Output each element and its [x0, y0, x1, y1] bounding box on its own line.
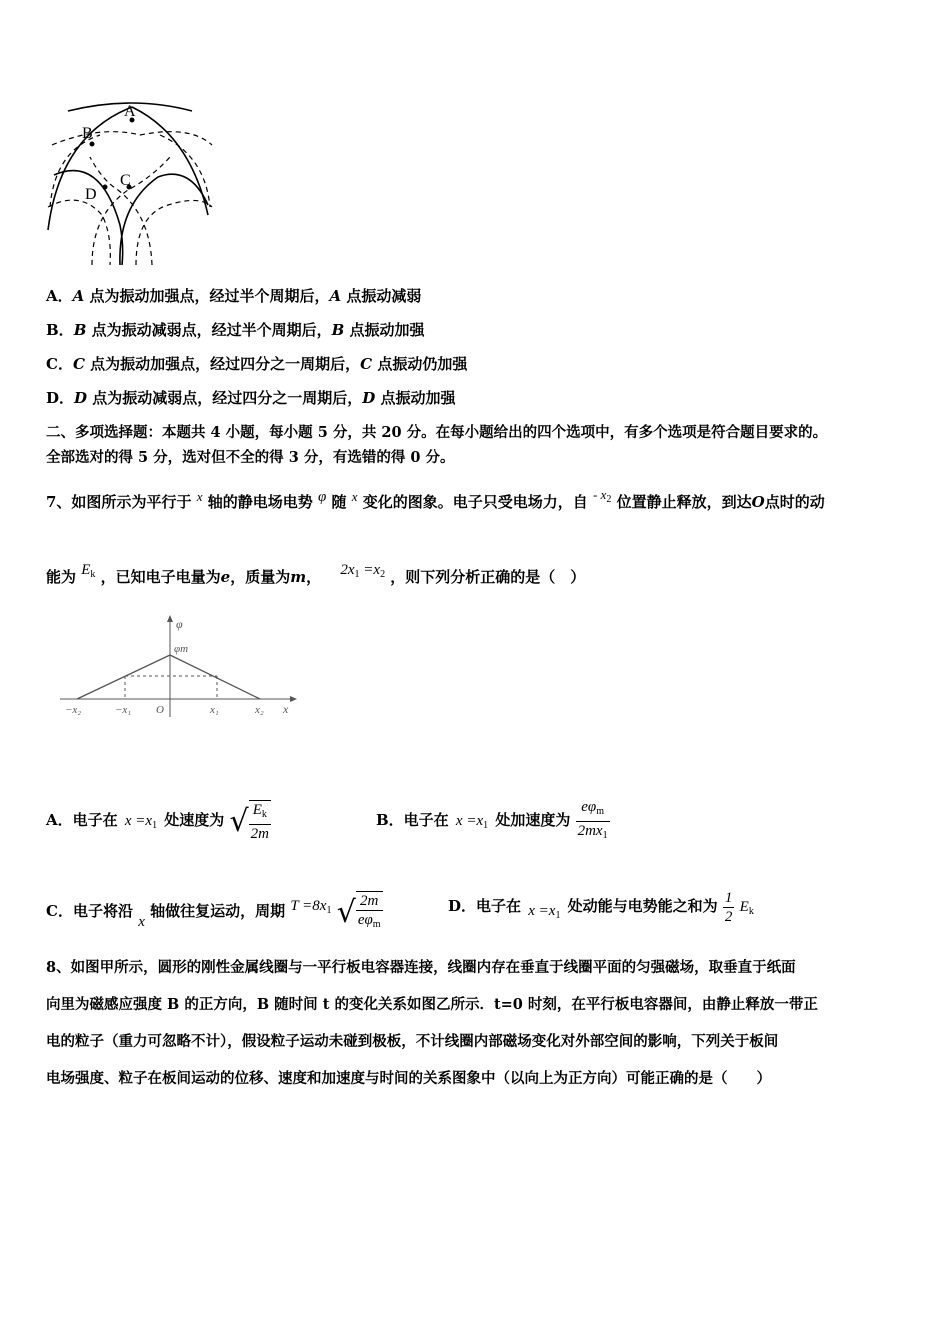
trough-arc	[92, 157, 170, 265]
interference-figure	[40, 95, 220, 270]
y-axis-arrow	[167, 615, 173, 622]
q7-stem-line1: 7、如图所示为平行于 x 轴的静电场电势 φ 随 x 变化的图象。电子只受电场力，自 - $x_2$ 位置静止释放，到达O点时的动	[46, 487, 825, 511]
section2-line1: 二、多项选择题：本题共 4 小题，每小题 5 分，共 20 分。在每小题给出的四个选项中，有多个选项是符合题目要求的。	[46, 424, 828, 441]
x-axis-arrow	[290, 696, 297, 702]
q7-option-a: A．电子在 $x =x_1$ 处速度为 √ $\frac{E_k}{2m}$	[46, 802, 270, 842]
q8-line1: 8、如图甲所示，圆形的刚性金属线圈与一平行板电容器连接，线圈内存在垂直于线圈平面的匀强磁场，取垂直于纸面	[46, 959, 796, 976]
trough-arc	[136, 200, 212, 265]
q7-stem-line2: 能为 $E_k$ ，已知电子电量为e，质量为m， $2x_1 =x_2$ ，则下列分析正确的是（ ）	[46, 562, 586, 586]
option-d: D．D 点为振动减弱点，经过四分之一周期后，D 点振动加强	[46, 389, 456, 407]
section2-line2: 全部选对的得 5 分，选对但不全的得 3 分，有选错的得 0 分。	[46, 449, 455, 466]
tick-neg-x2: −x₂	[65, 704, 82, 716]
point-d	[103, 185, 108, 190]
crest-arc	[132, 107, 208, 215]
y-axis-label: φ	[176, 617, 183, 631]
tick-x1: x₁	[210, 704, 219, 716]
q8-line2: 向里为磁感应强度 B 的正方向，B 随时间 t 的变化关系如图乙所示．t=0 时刻，在平行板电容器间，由静止释放一带正	[46, 996, 818, 1013]
crest-arc	[120, 174, 208, 265]
label-b: B	[82, 125, 93, 142]
tick-origin: O	[156, 704, 164, 716]
label-d: D	[85, 186, 97, 203]
q7-option-c: C．电子将沿 x 轴做往复运动，周期 $T =8x_1$ √ $\frac{2m}{e\varphi_m}$	[46, 876, 383, 936]
option-b: B．B 点为振动减弱点，经过半个周期后，B 点振动加强	[46, 321, 425, 339]
q7-option-b: B．电子在 $x =x_1$ 处加速度为 $\frac{e\varphi_m}{2mx_1}$	[376, 798, 608, 841]
q8-line4: 电场强度、粒子在板间运动的位移、速度和加速度与时间的关系图象中（以向上为正方向）可能正确的是（ ）	[46, 1070, 771, 1087]
crest-arc	[54, 171, 123, 265]
option-c: C．C 点为振动加强点，经过四分之一周期后，C 点振动仍加强	[46, 355, 468, 373]
option-a: A．A 点为振动加强点，经过半个周期后，A 点振动减弱	[46, 287, 422, 305]
potential-graph	[55, 612, 305, 722]
phim-label: φm	[174, 643, 189, 655]
q7-option-d: D．电子在 $x =x_1$ 处动能与电势能之和为 $\frac{1}{2}$ $E_k$	[448, 889, 754, 925]
tick-x2: x₂	[255, 704, 264, 716]
q8-line3: 电的粒子（重力可忽略不计），假设粒子运动未碰到极板，不计线圈内部磁场变化对外部空间的影响，下列关于板间	[46, 1033, 779, 1050]
potential-line	[77, 655, 260, 699]
label-a: A	[124, 103, 136, 120]
x-axis-label: x	[283, 702, 289, 716]
trough-arc	[52, 132, 212, 145]
label-c: C	[120, 172, 131, 189]
trough-arc	[48, 200, 110, 265]
point-b	[90, 142, 95, 147]
tick-neg-x1: −x₁	[115, 704, 132, 716]
